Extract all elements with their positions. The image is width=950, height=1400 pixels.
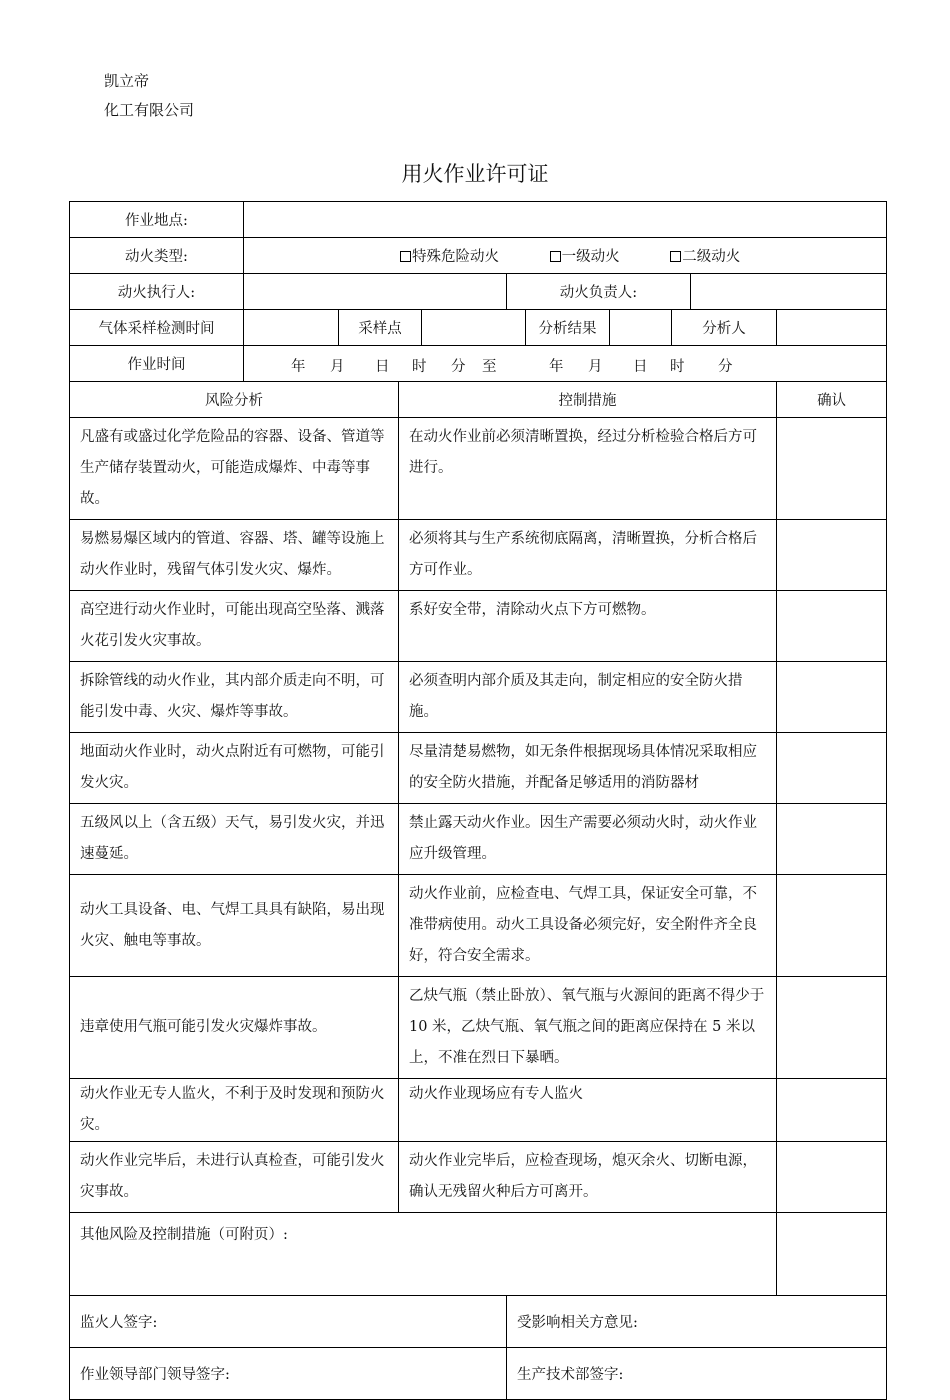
table-row (70, 591, 887, 662)
company-name-line1: 凯立帝 (104, 72, 150, 90)
table-row (70, 1142, 887, 1213)
confirm-cell[interactable] (777, 520, 887, 591)
page-title: 用火作业许可证 (401, 162, 549, 186)
location-label: 作业地点: (70, 202, 244, 238)
table-row (70, 662, 887, 733)
affected-party-opinion[interactable]: 受影响相关方意见: (507, 1296, 887, 1348)
responsible-label: 动火负责人: (507, 274, 691, 310)
gas-time-field[interactable] (244, 310, 339, 346)
location-field[interactable] (244, 202, 887, 238)
confirm-cell[interactable] (777, 591, 887, 662)
risk-cell: 五级风以上（含五级）天气，易引发火灾，并迅速蔓延。 (70, 804, 399, 875)
monitor-signature[interactable]: 监火人签字: (70, 1296, 507, 1348)
risk-cell: 违章使用气瓶可能引发火灾爆炸事故。 (70, 977, 399, 1079)
control-cell: 必须查明内部介质及其走向，制定相应的安全防火措施。 (399, 662, 777, 733)
table-row (70, 804, 887, 875)
location-row (70, 202, 887, 238)
control-cell: 动火作业现场应有专人监火 (399, 1079, 777, 1142)
risk-cell: 地面动火作业时，动火点附近有可燃物，可能引发火灾。 (70, 733, 399, 804)
table-row (70, 418, 887, 520)
dept-leader-signature[interactable]: 作业领导部门领导签字: (70, 1348, 507, 1400)
fire-type-option-level1[interactable]: 一级动火 (550, 245, 620, 266)
risk-cell: 高空进行动火作业时，可能出现高空坠落、溅落火花引发火灾事故。 (70, 591, 399, 662)
confirm-cell[interactable] (777, 1079, 887, 1142)
other-measures-row (70, 1213, 887, 1296)
signature-row-1 (70, 1296, 887, 1348)
table-row (70, 875, 887, 977)
control-cell: 系好安全带，清除动火点下方可燃物。 (399, 591, 777, 662)
risk-analysis-header: 风险分析 (70, 382, 399, 418)
confirm-header: 确认 (777, 382, 887, 418)
control-cell: 在动火作业前必须清晰置换，经过分析检验合格后方可进行。 (399, 418, 777, 520)
table-row (70, 977, 887, 1079)
analysis-result-field[interactable] (610, 310, 672, 346)
control-cell: 禁止露天动火作业。因生产需要必须动火时，动火作业应升级管理。 (399, 804, 777, 875)
executor-label: 动火执行人: (70, 274, 244, 310)
confirm-cell[interactable] (777, 662, 887, 733)
risk-cell: 凡盛有或盛过化学危险品的容器、设备、管道等生产储存装置动火，可能造成爆炸、中毒等事故。 (70, 418, 399, 520)
control-measures-header: 控制措施 (399, 382, 777, 418)
confirm-cell[interactable] (777, 977, 887, 1079)
sample-point-field[interactable] (422, 310, 526, 346)
signature-row-2 (70, 1348, 887, 1400)
risk-cell: 动火工具设备、电、气焊工具具有缺陷，易出现火灾、触电等事故。 (70, 875, 399, 977)
executor-field[interactable] (244, 274, 507, 310)
personnel-row (70, 274, 887, 310)
table-row (70, 520, 887, 591)
confirm-cell[interactable] (777, 1142, 887, 1213)
fire-type-row (70, 238, 887, 274)
fire-type-options (244, 238, 887, 274)
analysis-result-label: 分析结果 (526, 310, 610, 346)
risk-cell: 易燃易爆区域内的管道、容器、塔、罐等设施上动火作业时，残留气体引发火灾、爆炸。 (70, 520, 399, 591)
work-time-row (70, 346, 887, 382)
checkbox-icon[interactable] (670, 251, 681, 262)
analyst-label: 分析人 (672, 310, 777, 346)
analyst-field[interactable] (777, 310, 887, 346)
risk-cell: 动火作业完毕后，未进行认真检查，可能引发火灾事故。 (70, 1142, 399, 1213)
confirm-cell[interactable] (777, 733, 887, 804)
table-row (70, 733, 887, 804)
fire-type-label: 动火类型: (70, 238, 244, 274)
control-cell: 乙炔气瓶（禁止卧放）、氧气瓶与火源间的距离不得少于 10 米，乙炔气瓶、氧气瓶之间的距离应保持在 5 米以上，不准在烈日下暴晒。 (399, 977, 777, 1079)
risk-cell: 拆除管线的动火作业，其内部介质走向不明，可能引发中毒、火灾、爆炸等事故。 (70, 662, 399, 733)
checkbox-icon[interactable] (550, 251, 561, 262)
confirm-cell[interactable] (777, 804, 887, 875)
fire-type-option-level2[interactable]: 二级动火 (670, 245, 740, 266)
responsible-field[interactable] (691, 274, 887, 310)
confirm-cell[interactable] (777, 418, 887, 520)
checkbox-icon[interactable] (400, 251, 411, 262)
tech-dept-signature[interactable]: 生产技术部签字: (507, 1348, 887, 1400)
company-name-line2: 化工有限公司 (104, 101, 195, 119)
other-measures-confirm[interactable] (777, 1213, 887, 1296)
other-measures-label: 其他风险及控制措施（可附页）: (70, 1213, 777, 1296)
control-cell: 动火作业完毕后，应检查现场，熄灭余火、切断电源，确认无残留火种后方可离开。 (399, 1142, 777, 1213)
risk-header-row (70, 382, 887, 418)
control-cell: 必须将其与生产系统彻底隔离，清晰置换，分析合格后方可作业。 (399, 520, 777, 591)
fire-type-option-special[interactable]: 特殊危险动火 (400, 245, 499, 266)
gas-test-row (70, 310, 887, 346)
work-time-field[interactable]: 年 月 日 时 分 至 年 月 日 时 分 (244, 346, 887, 382)
control-cell: 动火作业前，应检查电、气焊工具，保证安全可靠，不准带病使用。动火工具设备必须完好，安全附件齐全良好，符合安全需求。 (399, 875, 777, 977)
sample-point-label: 采样点 (339, 310, 422, 346)
confirm-cell[interactable] (777, 875, 887, 977)
control-cell: 尽量清楚易燃物，如无条件根据现场具体情况采取相应的安全防火措施，并配备足够适用的消防器材 (399, 733, 777, 804)
risk-cell: 动火作业无专人监火，不利于及时发现和预防火灾。 (70, 1079, 399, 1142)
work-time-label: 作业时间 (70, 346, 244, 382)
table-row (70, 1079, 887, 1142)
gas-time-label: 气体采样检测时间 (70, 310, 244, 346)
permit-form (69, 201, 887, 1400)
